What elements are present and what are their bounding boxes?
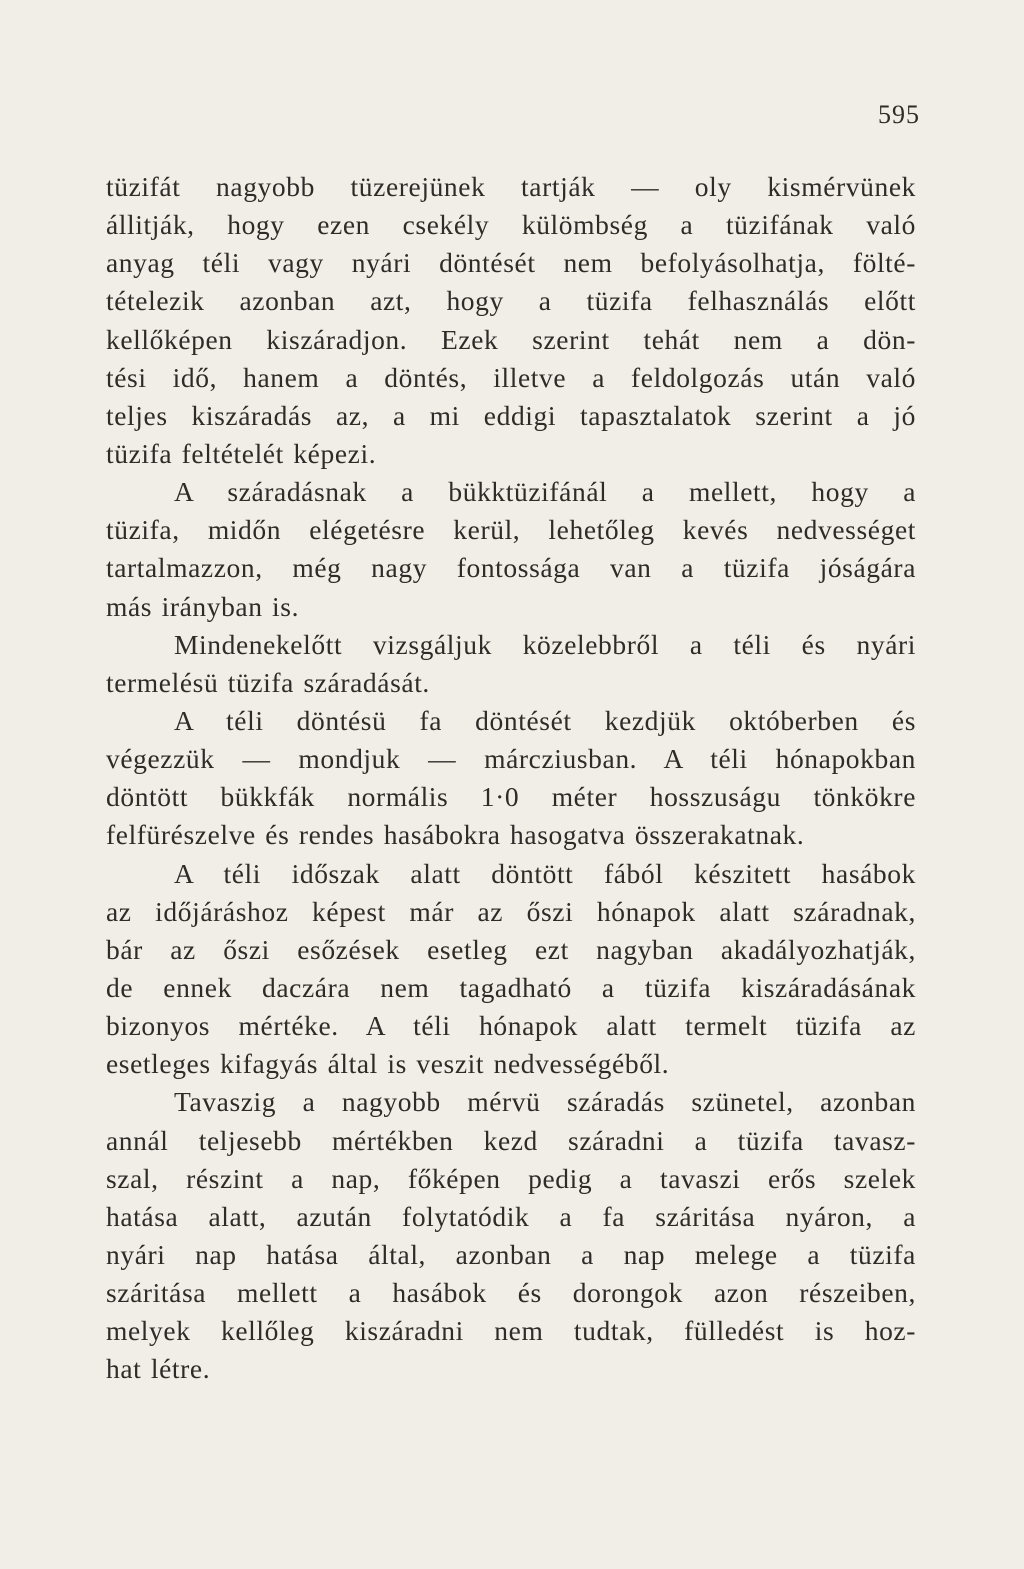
- text-line: tételezik azonban azt, hogy a tüzifa felhasználás előtt: [106, 285, 916, 317]
- text-line: esetleges kifagyás által is veszit nedvességéből.: [106, 1048, 670, 1080]
- text-line: de ennek daczára nem tagadható a tüzifa kiszáradásának: [106, 971, 916, 1003]
- text-line: anyag téli vagy nyári döntését nem befolyásolhatja, fölté-: [106, 247, 916, 279]
- text-line: az időjáráshoz képest már az őszi hónapok alatt száradnak,: [106, 895, 916, 927]
- text-line: száritása mellett a hasábok és dorongok azon részeiben,: [106, 1277, 916, 1309]
- text-line: végezzük — mondjuk — márcziusban. A téli hónapokban: [106, 743, 916, 775]
- text-line: A téli időszak alatt döntött fából készitett hasábok: [174, 857, 916, 889]
- text-line: annál teljesebb mértékben kezd száradni a tüzifa tavasz-: [106, 1124, 916, 1156]
- text-line: bizonyos mértéke. A téli hónapok alatt termelt tüzifa az: [106, 1010, 916, 1042]
- text-line: termelésü tüzifa száradását.: [106, 666, 430, 698]
- text-line: tüzifa feltételét képezi.: [106, 437, 377, 469]
- text-line: teljes kiszáradás az, a mi eddigi tapasztalatok szerint a jó: [106, 399, 916, 431]
- text-line: hatása alatt, azután folytatódik a fa száritása nyáron, a: [106, 1200, 916, 1232]
- text-line: állitják, hogy ezen csekély külömbség a tüzifának való: [106, 209, 916, 241]
- text-line: tüzifa, midőn elégetésre kerül, lehetőleg kevés nedvességet: [106, 514, 916, 546]
- text-line: nyári nap hatása által, azonban a nap melege a tüzifa: [106, 1238, 916, 1270]
- text-line: hat létre.: [106, 1353, 211, 1385]
- text-line: bár az őszi esőzések esetleg ezt nagyban akadályozhatják,: [106, 933, 916, 965]
- text-line: Mindenekelőtt vizsgáljuk közelebbről a téli és nyári: [174, 628, 916, 660]
- body-text: [106, 168, 916, 1389]
- text-line: tési idő, hanem a döntés, illetve a feldolgozás után való: [106, 361, 916, 393]
- text-line: melyek kellőleg kiszáradni nem tudtak, fülledést is hoz-: [106, 1315, 916, 1347]
- text-line: A téli döntésü fa döntését kezdjük októberben és: [174, 704, 916, 736]
- text-line: tüzifát nagyobb tüzerejünek tartják — oly kismérvünek: [106, 171, 916, 202]
- text-line: szal, részint a nap, főképen pedig a tavaszi erős szelek: [106, 1162, 916, 1194]
- text-line: A száradásnak a bükktüzifánál a mellett, hogy a: [174, 476, 916, 508]
- text-line: kellőképen kiszáradjon. Ezek szerint tehát nem a dön-: [106, 323, 916, 355]
- text-line: döntött bükkfák normális 1·0 méter hosszuságu tönkökre: [106, 781, 916, 813]
- text-line: más irányban is.: [106, 590, 300, 622]
- text-line: tartalmazzon, még nagy fontossága van a tüzifa jóságára: [106, 552, 916, 584]
- text-line: felfürészelve és rendes hasábokra hasogatva összerakatnak.: [106, 819, 805, 851]
- page-number: 595: [878, 100, 920, 129]
- text-line: Tavaszig a nagyobb mérvü száradás szünetel, azonban: [174, 1086, 916, 1118]
